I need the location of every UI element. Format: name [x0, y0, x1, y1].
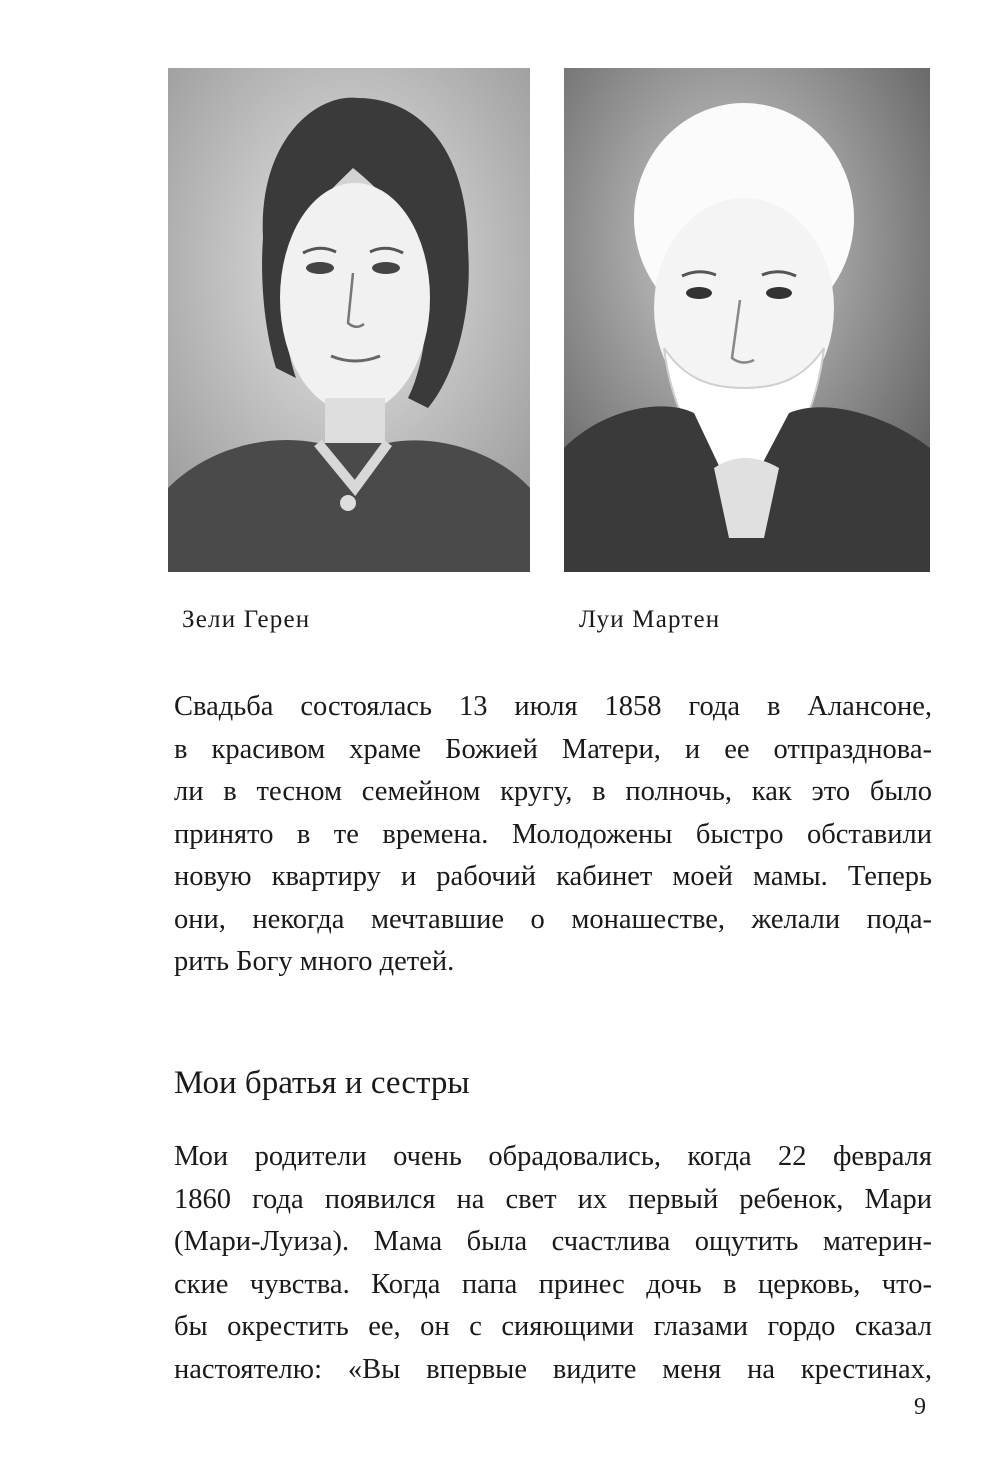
- text-line: в красивом храме Божией Матери, и ее отпразднова-: [174, 733, 932, 765]
- section-heading: Мои братья и сестры: [174, 1065, 470, 1101]
- page-number: 9: [914, 1394, 926, 1420]
- portrait-woman-image: [168, 68, 530, 572]
- text-line: ли в тесном семейном кругу, в полночь, как это было: [174, 776, 932, 807]
- text-line: Мои родители очень обрадовались, когда 22 февраля: [174, 1141, 932, 1172]
- text-line: 1860 года появился на свет их первый ребенок, Мари: [174, 1183, 932, 1215]
- text-line: бы окрестить ее, он с сияющими глазами гордо сказал: [174, 1311, 932, 1342]
- text-line: новую квартиру и рабочий кабинет моей мамы. Теперь: [174, 861, 932, 892]
- paragraph-wedding: [174, 686, 932, 984]
- portrait-louis-martin: [564, 68, 930, 572]
- photo-caption-left: Зели Герен: [182, 606, 311, 633]
- text-line: ские чувства. Когда папа принес дочь в церковь, что-: [174, 1268, 932, 1300]
- text-line: Свадьба состоялась 13 июля 1858 года в Алансоне,: [174, 691, 932, 722]
- text-line: рить Богу много детей.: [174, 946, 455, 977]
- photo-caption-right: Луи Мартен: [579, 606, 721, 633]
- text-line: принято в те времена. Молодожены быстро обставили: [174, 818, 932, 850]
- text-line: они, некогда мечтавшие о монашестве, желали пода-: [174, 903, 932, 935]
- paragraph-siblings: [174, 1136, 932, 1391]
- portrait-man-image: [564, 68, 930, 572]
- text-line: настоятелю: «Вы впервые видите меня на крестинах,: [174, 1353, 932, 1385]
- text-line: (Мари-Луиза). Мама была счастлива ощутить материн-: [174, 1226, 932, 1257]
- portrait-zelie-guerin: [168, 68, 530, 572]
